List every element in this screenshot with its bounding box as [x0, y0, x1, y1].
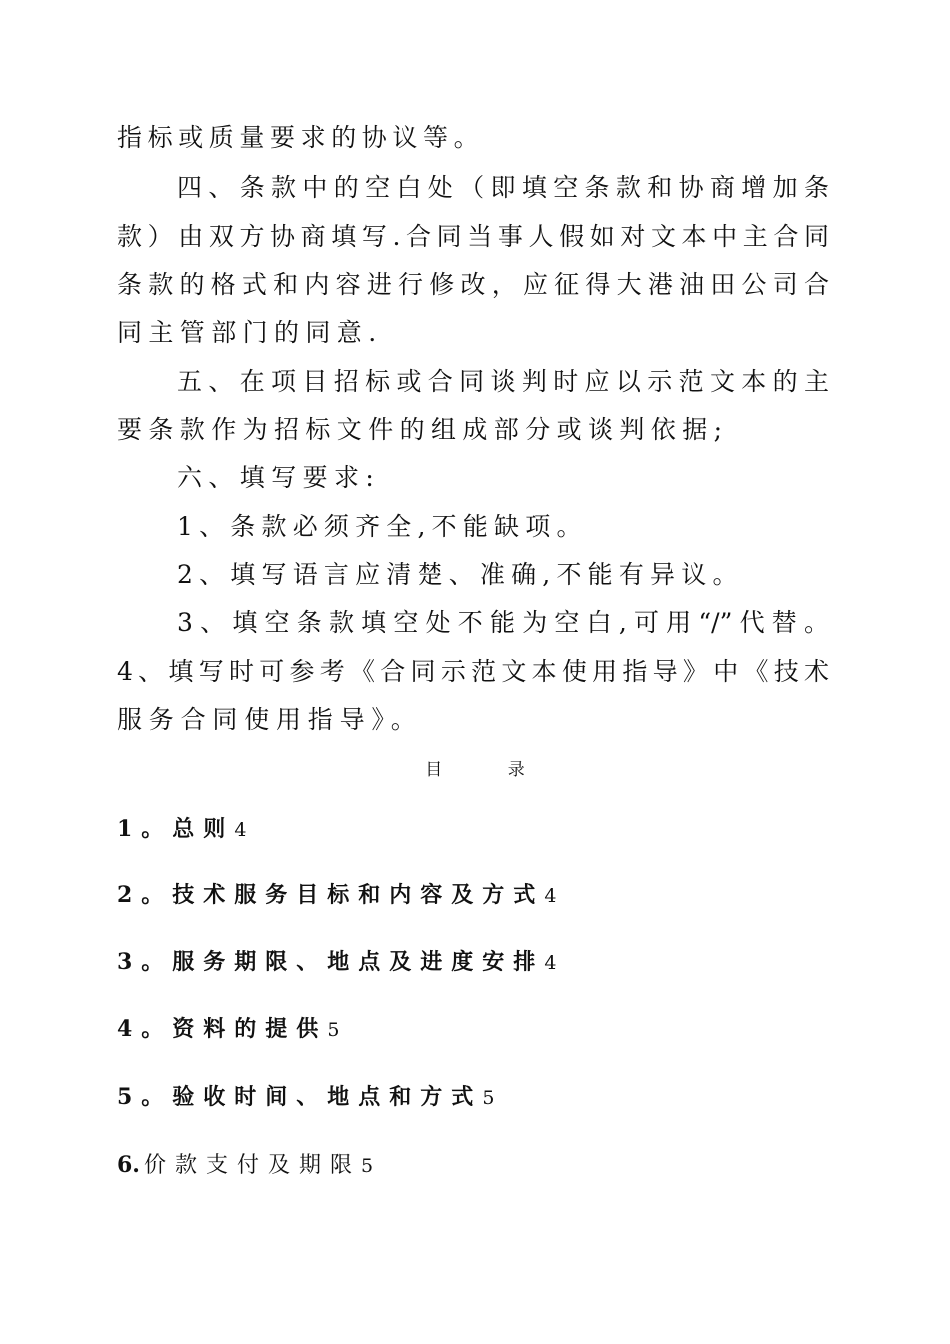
toc-item-page: 4	[544, 952, 557, 974]
toc-item-page: 5	[482, 1087, 495, 1109]
paragraph-line-6: 五、在项目招标或合同谈判时应以示范文本的主	[177, 367, 829, 396]
toc-item-4[interactable]	[117, 1014, 339, 1045]
paragraph-line-9: 1、条款必须齐全,不能缺项。	[177, 512, 588, 541]
toc-item-label: 2。技术服务目标和内容及方式	[117, 882, 545, 908]
paragraph-line-13: 服务合同使用指导》。	[117, 705, 423, 734]
toc-title: 目 录	[425, 760, 525, 780]
toc-item-6[interactable]	[117, 1150, 373, 1181]
paragraph-line-12: 4、填写时可参考《合同示范文本使用指导》中《技术	[117, 657, 829, 686]
toc-item-page: 4	[234, 819, 247, 841]
toc-item-2[interactable]	[117, 880, 556, 911]
paragraph-line-1: 指标或质量要求的协议等。	[117, 123, 485, 152]
paragraph-line-7: 要条款作为招标文件的组成部分或谈判依据;	[117, 415, 729, 444]
toc-item-page: 5	[327, 1019, 340, 1041]
toc-item-3[interactable]	[117, 947, 556, 978]
toc-item-label: 5。验收时间、地点和方式	[117, 1084, 483, 1110]
toc-item-page: 5	[360, 1155, 374, 1177]
paragraph-line-11: 3、填空条款填空处不能为空白,可用“/”代替。	[177, 608, 829, 637]
toc-item-label: 1。总则	[117, 816, 235, 842]
toc-item-label: 4。资料的提供	[117, 1016, 328, 1042]
toc-item-label: 价款支付及期限	[143, 1153, 361, 1178]
toc-item-5[interactable]	[117, 1082, 494, 1113]
paragraph-line-5: 同主管部门的同意.	[117, 318, 383, 347]
paragraph-line-8: 六、填写要求:	[177, 463, 381, 492]
toc-item-page: 4	[544, 885, 557, 907]
paragraph-line-3: 款）由双方协商填写.合同当事人假如对文本中主合同	[117, 222, 829, 251]
toc-item-number: 6.	[117, 1152, 140, 1178]
toc-item-label: 3。服务期限、地点及进度安排	[117, 949, 545, 975]
paragraph-line-2: 四、条款中的空白处（即填空条款和协商增加条	[177, 173, 829, 202]
paragraph-line-4: 条款的格式和内容进行修改，应征得大港油田公司合	[117, 270, 829, 299]
toc-item-1[interactable]	[117, 814, 246, 845]
paragraph-line-10: 2、填写语言应清楚、准确,不能有异议。	[177, 560, 744, 589]
